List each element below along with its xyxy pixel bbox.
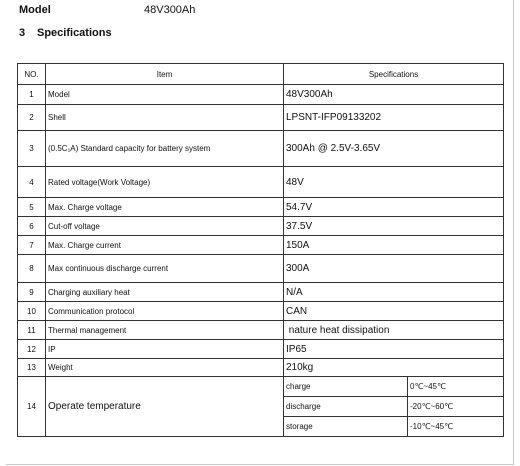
specifications-table bbox=[17, 63, 504, 437]
row-item: Cut-off voltage bbox=[46, 217, 284, 236]
header-specifications: Specifications bbox=[284, 64, 504, 85]
table-row bbox=[18, 321, 504, 340]
row-item: Model bbox=[46, 85, 284, 105]
temperature-condition: charge bbox=[284, 377, 408, 397]
table-row bbox=[18, 85, 504, 105]
row-value: 300Ah @ 2.5V-3.65V bbox=[284, 131, 504, 167]
table-row bbox=[18, 283, 504, 302]
model-value: 48V300Ah bbox=[144, 4, 196, 16]
temperature-condition: discharge bbox=[284, 397, 408, 417]
row-number: 7 bbox=[18, 236, 46, 255]
temperature-condition: storage bbox=[284, 417, 408, 437]
row-number: 13 bbox=[18, 359, 46, 377]
row-value: LPSNT-IFP09133202 bbox=[284, 105, 504, 131]
table-row bbox=[18, 131, 504, 167]
table-header-row bbox=[18, 64, 504, 85]
section-heading bbox=[19, 27, 112, 39]
row-number: 9 bbox=[18, 283, 46, 302]
table-row bbox=[18, 236, 504, 255]
row-value: IP65 bbox=[284, 340, 504, 359]
row-number: 11 bbox=[18, 321, 46, 340]
temperature-row-charge bbox=[18, 377, 504, 397]
table-row bbox=[18, 340, 504, 359]
temperature-range: -10℃~45℃ bbox=[408, 417, 504, 437]
header-no: NO. bbox=[18, 64, 46, 85]
row-number: 3 bbox=[18, 131, 46, 167]
row-number: 8 bbox=[18, 255, 46, 283]
row-item: Operate temperature bbox=[46, 377, 284, 437]
section-title: Specifications bbox=[37, 27, 112, 39]
row-number: 12 bbox=[18, 340, 46, 359]
table-row bbox=[18, 167, 504, 198]
row-item: Charging auxiliary heat bbox=[46, 283, 284, 302]
row-item: Rated voltage(Work Voltage) bbox=[46, 167, 284, 198]
model-label: Model bbox=[19, 4, 51, 16]
row-value: 37.5V bbox=[284, 217, 504, 236]
row-item: Thermal management bbox=[46, 321, 284, 340]
table-row bbox=[18, 217, 504, 236]
table-row bbox=[18, 105, 504, 131]
row-value: 210kg bbox=[284, 359, 504, 377]
table-row bbox=[18, 302, 504, 321]
row-value: N/A bbox=[284, 283, 504, 302]
row-number: 4 bbox=[18, 167, 46, 198]
row-number: 6 bbox=[18, 217, 46, 236]
row-item: Max continuous discharge current bbox=[46, 255, 284, 283]
row-number: 5 bbox=[18, 198, 46, 217]
row-item: IP bbox=[46, 340, 284, 359]
table-row bbox=[18, 359, 504, 377]
row-item: Communication protocol bbox=[46, 302, 284, 321]
row-item: (0.5C₁A) Standard capacity for battery system bbox=[46, 131, 284, 167]
table-row bbox=[18, 255, 504, 283]
temperature-range: -20℃~60℃ bbox=[408, 397, 504, 417]
row-value: 54.7V bbox=[284, 198, 504, 217]
row-value: 300A bbox=[284, 255, 504, 283]
row-number: 10 bbox=[18, 302, 46, 321]
row-item: Max. Charge voltage bbox=[46, 198, 284, 217]
row-value: 150A bbox=[284, 236, 504, 255]
section-number: 3 bbox=[19, 27, 26, 39]
row-item: Max. Charge current bbox=[46, 236, 284, 255]
header-item: Item bbox=[46, 64, 284, 85]
row-value: 48V300Ah bbox=[284, 85, 504, 105]
row-number: 1 bbox=[18, 85, 46, 105]
row-value: CAN bbox=[284, 302, 504, 321]
row-item: Shell bbox=[46, 105, 284, 131]
row-number: 14 bbox=[18, 377, 46, 437]
temperature-range: 0℃~45℃ bbox=[408, 377, 504, 397]
row-number: 2 bbox=[18, 105, 46, 131]
row-value: nature heat dissipation bbox=[284, 321, 504, 340]
table-row bbox=[18, 198, 504, 217]
row-value: 48V bbox=[284, 167, 504, 198]
row-item: Weight bbox=[46, 359, 284, 377]
